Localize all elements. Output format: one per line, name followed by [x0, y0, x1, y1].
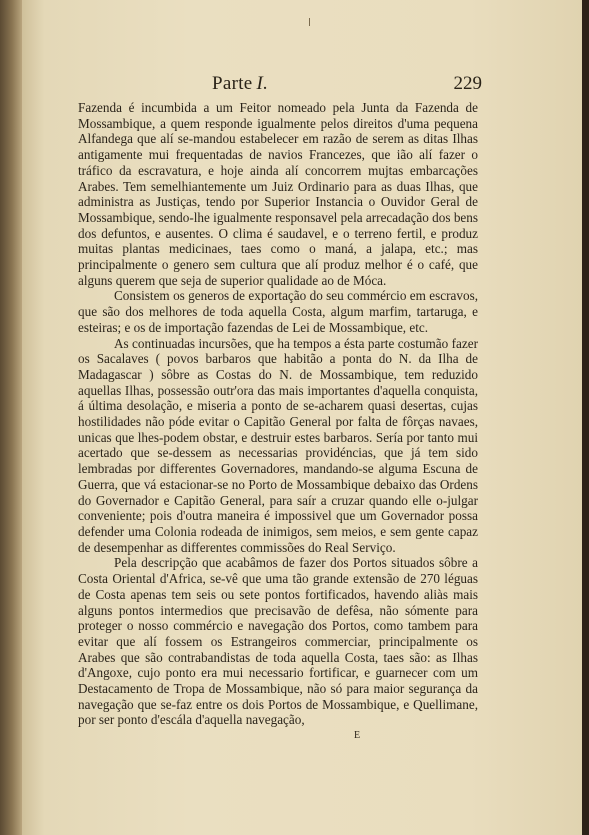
print-mark: [309, 18, 310, 26]
page-number: 229: [453, 73, 482, 94]
paragraph: Consistem os generos de exportação do seu commércio em escravos, que são dos melhores de toda aquella Costa, algum marfim, tartaruga, e esteiras; e os de importação fazendas de Lei de Mossambique, etc.: [78, 288, 478, 335]
book-page: [22, 0, 582, 835]
running-head: [212, 73, 268, 95]
page-header: [22, 73, 582, 95]
signature-mark: E: [354, 730, 361, 741]
paragraph: As continuadas incursões, que ha tempos a ésta parte costumão fazer os Sacalaves ( povos barbaros que habitão a ponta do N. da Ilha de Madagascar ) sôbre as Costas do N. de Mossambique, tem reduzido aquellas Ilhas, possessão outr'ora das mais importantes d'aquella conquista, á última desolação, e miseria a ponto de se-acharem quasi desertas, cujas hostilidades não póde evitar o Capitão General por falta de fôrças navaes, unicas que lhes-podem obstar, e destruir estes barbaros. Sería por tanto mui acertado que se-dessem as necessarias providéncias, que já tem sido lembradas por differentes Governadores, mandando-se alguma Escuna de Guerra, que vá estacionar-se no Porto de Mossambique debaixo das Ordens do Governador e Capitão General, para saír a cruzar quando elle o-julgar conveniente; pois d'outra maneira é impossivel que um Governador possa defender uma Colonia rodeada de inimigos, sem meios, e sem gente capaz de desempenhar as differentes commissões do Real Serviço.: [78, 335, 478, 555]
paragraph-continued: Fazenda é incumbida a um Feitor nomeado pela Junta da Fazenda de Mossambique, a quem responde igualmente pelos direitos d'uma pequena Alfandega que alí se-mandou estabelecer em razão de serem as ditas Ilhas antigamente mui frequentadas de navios Francezes, que ião alí fazer o tráfico da escravatura, e hoje ainda alí concorrem mujtas embarcações Arabes. Tem semelhiantemente um Juiz Ordinario para as duas Ilhas, que administra as Justiças, tendo por Superior Instancia o Ouvidor Geral de Mossambique, sendo-lhe igualmente responsavel pela arrecadação dos bens dos defuntos, e ausentes. O clima é saudavel, e o terreno fertil, e produz muitas plantas medicinaes, taes como o maná, a jalapa, etc.; mas principalmente o genero sem cultura que alí produz melhor é o café, que alguns querem que seja de superior qualidade ao de Móca.: [78, 100, 478, 288]
book-spine: [0, 0, 22, 835]
body-text: [78, 100, 478, 728]
page-edge: [582, 0, 589, 835]
paragraph: Pela descripção que acabâmos de fazer dos Portos situados sôbre a Costa Oriental d'Africa, se-vê que uma tão grande extensão de 270 léguas de Costa apenas tem seis ou sete pontos fortificados, havendo aliàs mais alguns pontos intermedios que precisavão de defêsa, não sómente para proteger o nosso commércio e navegação dos Portos, como tambem para evitar que alí fossem os Estrangeiros commerciar, principalmente os Arabes que são contrabandistas de toda aquella Costa, taes são: as Ilhas d'Angoxe, cujo ponto era mui necessario fortificar, e guarnecer com um Destacamento de Tropa de Mossambique, não só para maior segurança da navegação que se-faz entre os dois Portos de Mossambique, e Quellimane, por ser ponto d'escála d'aquella navegação,: [78, 555, 478, 728]
part-number: I.: [256, 73, 269, 94]
part-label: Parte: [212, 73, 253, 94]
